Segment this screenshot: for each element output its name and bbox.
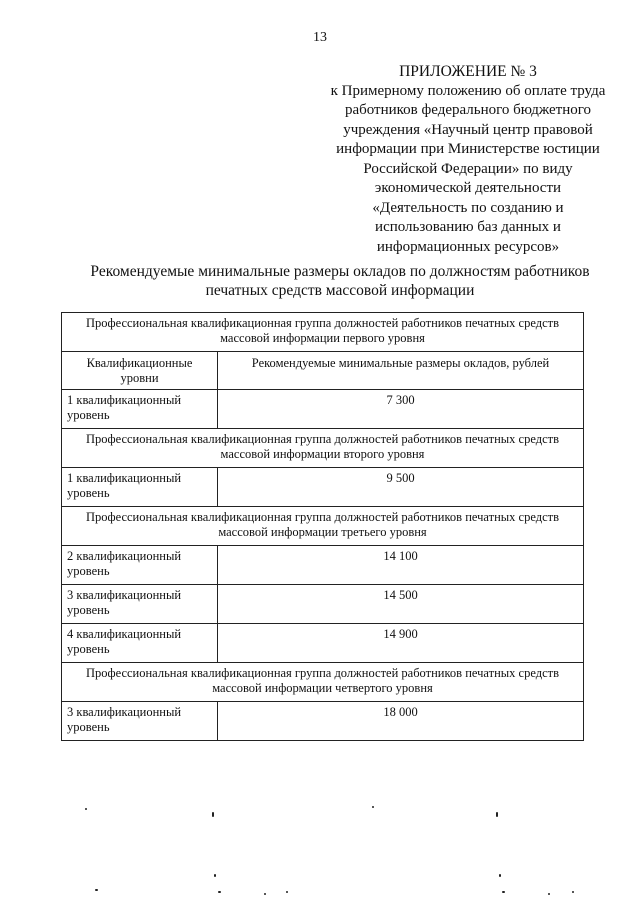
appendix-line: информации при Министерстве юстиции xyxy=(336,141,600,157)
appendix-line: работников федерального бюджетного xyxy=(344,102,592,118)
table-row xyxy=(62,624,584,663)
group-row xyxy=(62,507,584,546)
appendix-line: информационных ресурсов» xyxy=(376,238,560,255)
scan-speck xyxy=(496,812,498,817)
scan-speck xyxy=(264,893,266,895)
appendix-line: к Примерному положению об оплате труда xyxy=(330,82,606,99)
scan-speck xyxy=(95,889,98,891)
column-header-row xyxy=(62,352,584,390)
salary-cell: 14 500 xyxy=(218,585,584,624)
group-row xyxy=(62,663,584,702)
scan-speck xyxy=(214,874,216,877)
column-header-salary: Рекомендуемые минимальные размеры окладов, рублей xyxy=(218,352,584,390)
appendix-line: использованию баз данных и xyxy=(375,219,561,235)
table-row xyxy=(62,585,584,624)
scan-speck xyxy=(499,874,501,877)
salary-cell: 9 500 xyxy=(218,468,584,507)
scan-speck xyxy=(572,891,574,893)
level-cell: 2 квалификационный уровень xyxy=(62,546,218,585)
table-row xyxy=(62,546,584,585)
appendix-block xyxy=(318,62,618,257)
appendix-line: экономической деятельности xyxy=(374,180,562,196)
salary-cell: 7 300 xyxy=(218,390,584,429)
table-row xyxy=(62,468,584,507)
appendix-title: ПРИЛОЖЕНИЕ № 3 xyxy=(399,63,537,80)
page-number: 13 xyxy=(313,30,327,45)
salary-table xyxy=(61,312,584,741)
column-header-level: Квалификационные уровни xyxy=(62,352,218,390)
table-row xyxy=(62,702,584,741)
level-cell: 1 квалификационный уровень xyxy=(62,390,218,429)
level-cell: 1 квалификационный уровень xyxy=(62,468,218,507)
appendix-line: «Деятельность по созданию и xyxy=(372,199,564,216)
group-title: Профессиональная квалификационная группа должностей работников печатных средств массовой информации второго уровня xyxy=(62,429,584,468)
level-cell: 4 квалификационный уровень xyxy=(62,624,218,663)
scan-speck xyxy=(548,893,550,895)
group-title: Профессиональная квалификационная группа должностей работников печатных средств массовой информации четвертого уровня xyxy=(62,663,584,702)
group-title: Профессиональная квалификационная группа должностей работников печатных средств массовой информации третьего уровня xyxy=(62,507,584,546)
table-row xyxy=(62,390,584,429)
salary-cell: 14 100 xyxy=(218,546,584,585)
salary-cell: 18 000 xyxy=(218,702,584,741)
scan-speck xyxy=(85,808,87,810)
heading-line: печатных средств массовой информации xyxy=(205,282,475,299)
appendix-line: учреждения «Научный центр правовой xyxy=(343,121,593,138)
heading-line: Рекомендуемые минимальные размеры окладов по должностям работников xyxy=(90,263,590,280)
level-cell: 3 квалификационный уровень xyxy=(62,585,218,624)
group-row xyxy=(62,429,584,468)
table-heading xyxy=(60,262,620,300)
scan-speck xyxy=(218,891,221,893)
scan-speck xyxy=(286,891,288,893)
scan-speck xyxy=(212,812,214,817)
scan-speck xyxy=(502,891,505,893)
group-title: Профессиональная квалификационная группа должностей работников печатных средств массовой информации первого уровня xyxy=(62,313,584,352)
scan-speck xyxy=(372,806,374,808)
salary-cell: 14 900 xyxy=(218,624,584,663)
level-cell: 3 квалификационный уровень xyxy=(62,702,218,741)
group-row xyxy=(62,313,584,352)
appendix-line: Российской Федерации» по виду xyxy=(363,160,573,177)
